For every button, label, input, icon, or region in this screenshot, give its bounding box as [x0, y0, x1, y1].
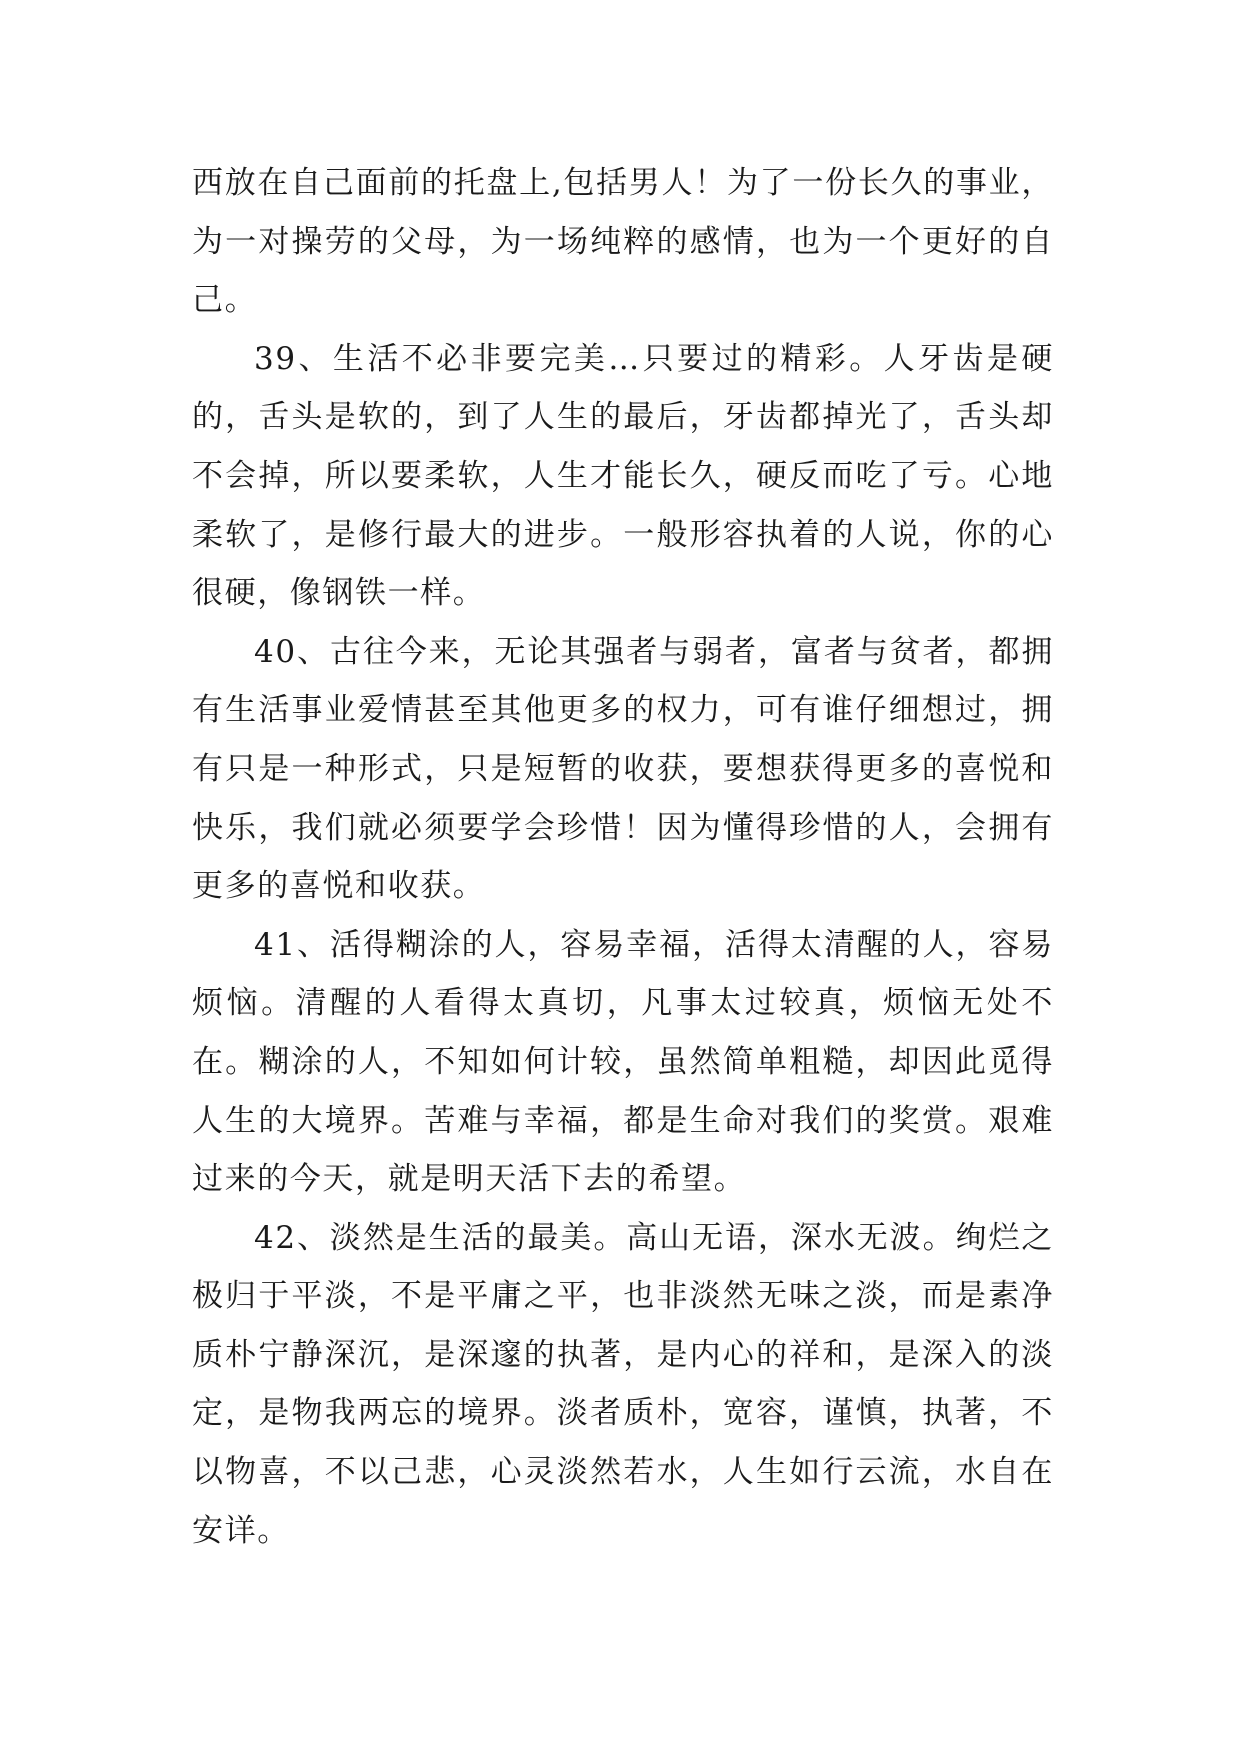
paragraph-40: 40、古往今来，无论其强者与弱者，富者与贫者，都拥有生活事业爱情甚至其他更多的权力，可有谁仔细想过，拥有只是一种形式，只是短暂的收获，要想获得更多的喜悦和快乐，我们就必须要学会珍惜！因为懂得珍惜的人，会拥有更多的喜悦和收获。 [192, 633, 1054, 905]
paragraph-42: 42、淡然是生活的最美。高山无语，深水无波。绚烂之极归于平淡，不是平庸之平，也非淡然无味之淡，而是素净质朴宁静深沉，是深邃的执著，是内心的祥和，是深入的淡定，是物我两忘的境界。淡者质朴，宽容，谨慎，执著，不以物喜，不以己悲，心灵淡然若水，人生如行云流，水自在安详。 [192, 1219, 1054, 1549]
paragraph-41: 41、活得糊涂的人，容易幸福，活得太清醒的人，容易烦恼。清醒的人看得太真切，凡事太过较真，烦恼无处不在。糊涂的人，不知如何计较，虽然简单粗糙，却因此觅得人生的大境界。苦难与幸福，都是生命对我们的奖赏。艰难过来的今天，就是明天活下去的希望。 [192, 926, 1054, 1198]
paragraph-39: 39、生活不必非要完美…只要过的精彩。人牙齿是硬的，舌头是软的，到了人生的最后，牙齿都掉光了，舌头却不会掉，所以要柔软，人生才能长久，硬反而吃了亏。心地柔软了，是修行最大的进步。一般形容执着的人说，你的心很硬，像钢铁一样。 [192, 340, 1054, 612]
paragraph-continuation: 西放在自己面前的托盘上,包括男人！为了一份长久的事业，为一对操劳的父母，为一场纯粹的感情，也为一个更好的自己。 [192, 165, 1054, 319]
document-body [192, 154, 1054, 1560]
